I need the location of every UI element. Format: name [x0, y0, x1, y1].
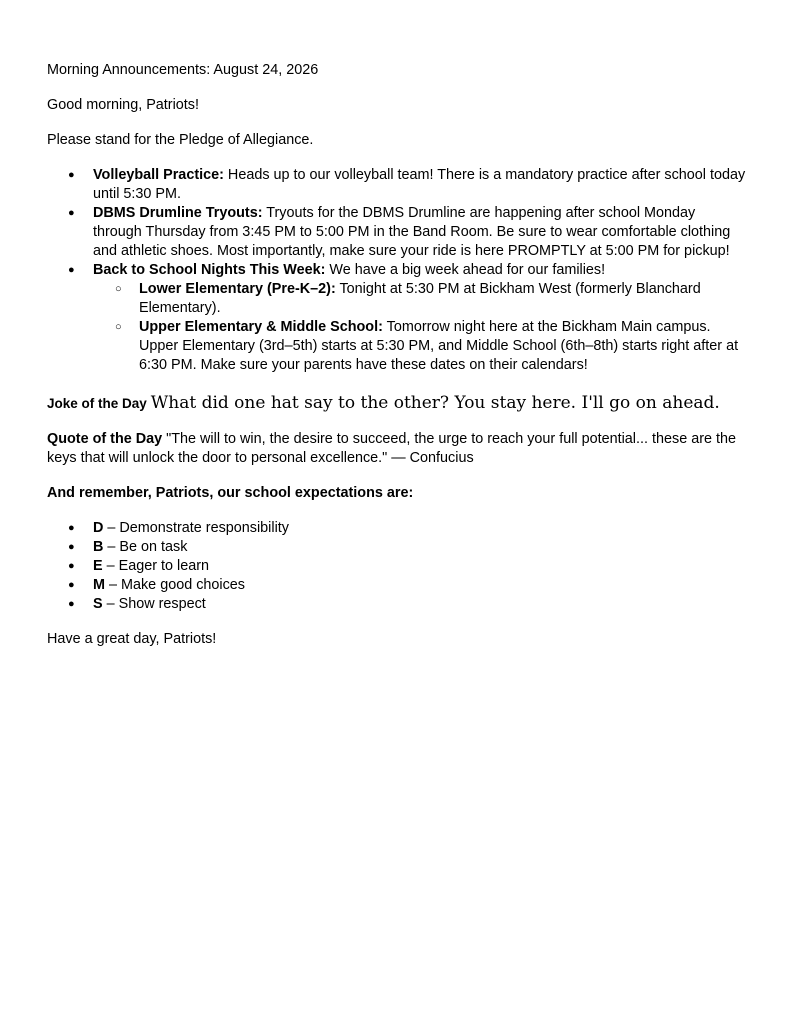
- expectation-text: – Show respect: [102, 596, 206, 612]
- joke-label: Joke of the Day: [47, 396, 147, 411]
- quote-text: "The will to win, the desire to succeed, the urge to reach your full potential... these are the keys that will unlock the door to personal excellence." — Confucius: [47, 431, 736, 466]
- expectation-text: – Make good choices: [105, 577, 245, 593]
- announcement-text: We have a big week ahead for our families!: [325, 262, 606, 278]
- expectation-letter: D: [93, 520, 104, 536]
- announcement-label: DBMS Drumline Tryouts:: [93, 205, 263, 221]
- expectation-letter: M: [93, 577, 105, 593]
- announcement-list: [47, 166, 747, 375]
- announcement-drumline: [47, 204, 747, 261]
- announcement-text: Tryouts for the DBMS Drumline are happening after school Monday through Thursday from 3:45 PM to 5:00 PM in the Band Room. Be sure to wear comfortable clothing and athletic shoes. Most importantly, make sure your ride is here PROMPTLY at 5:00 PM for pickup!: [93, 205, 731, 259]
- expectation-letter: E: [93, 558, 103, 574]
- expectation-item: [47, 557, 747, 576]
- expectation-text: – Be on task: [103, 539, 188, 555]
- greeting: Good morning, Patriots!: [47, 97, 199, 113]
- announcement-volleyball: [47, 166, 747, 204]
- expectations-heading: And remember, Patriots, our school expectations are:: [47, 485, 414, 501]
- expectation-item: [47, 595, 747, 614]
- sub-item-upper-middle: [93, 318, 747, 375]
- announcement-text: Heads up to our volleyball team! There is a mandatory practice after school today until 5:30 PM.: [93, 167, 746, 202]
- announcement-back-to-school: [47, 261, 747, 375]
- closing-message: Have a great day, Patriots!: [47, 631, 217, 647]
- document-title: Morning Announcements: August 24, 2026: [47, 62, 319, 78]
- announcement-label: Back to School Nights This Week:: [93, 262, 326, 278]
- sub-item-text: Tomorrow night here at the Bickham Main campus. Upper Elementary (3rd–5th) starts at 5:30 PM, and Middle School (6th–8th) starts right after at 6:30 PM. Make sure your parents have these dates on their calendars!: [139, 319, 739, 373]
- joke-text: What did one hat say to the other? You stay here. I'll go on ahead.: [150, 393, 720, 413]
- sub-item-label: Upper Elementary & Middle School:: [139, 319, 383, 335]
- back-to-school-sublist: [93, 280, 747, 375]
- sub-item-lower-elementary: [93, 280, 747, 318]
- quote-of-the-day: [47, 430, 747, 468]
- sub-item-text: Tonight at 5:30 PM at Bickham West (formerly Blanchard Elementary).: [139, 281, 701, 316]
- joke-of-the-day: [47, 391, 747, 416]
- expectation-text: – Eager to learn: [102, 558, 210, 574]
- expectation-item: [47, 519, 747, 538]
- expectation-letter: S: [93, 596, 103, 612]
- pledge-instruction: Please stand for the Pledge of Allegiance.: [47, 132, 314, 148]
- expectation-item: [47, 538, 747, 557]
- expectation-letter: B: [93, 539, 104, 555]
- announcement-label: Volleyball Practice:: [93, 167, 224, 183]
- quote-label: Quote of the Day: [47, 431, 163, 447]
- expectation-item: [47, 576, 747, 595]
- expectations-list: [47, 519, 747, 614]
- document-body: [47, 61, 747, 665]
- expectation-text: – Demonstrate responsibility: [103, 520, 289, 536]
- sub-item-label: Lower Elementary (Pre-K–2):: [139, 281, 336, 297]
